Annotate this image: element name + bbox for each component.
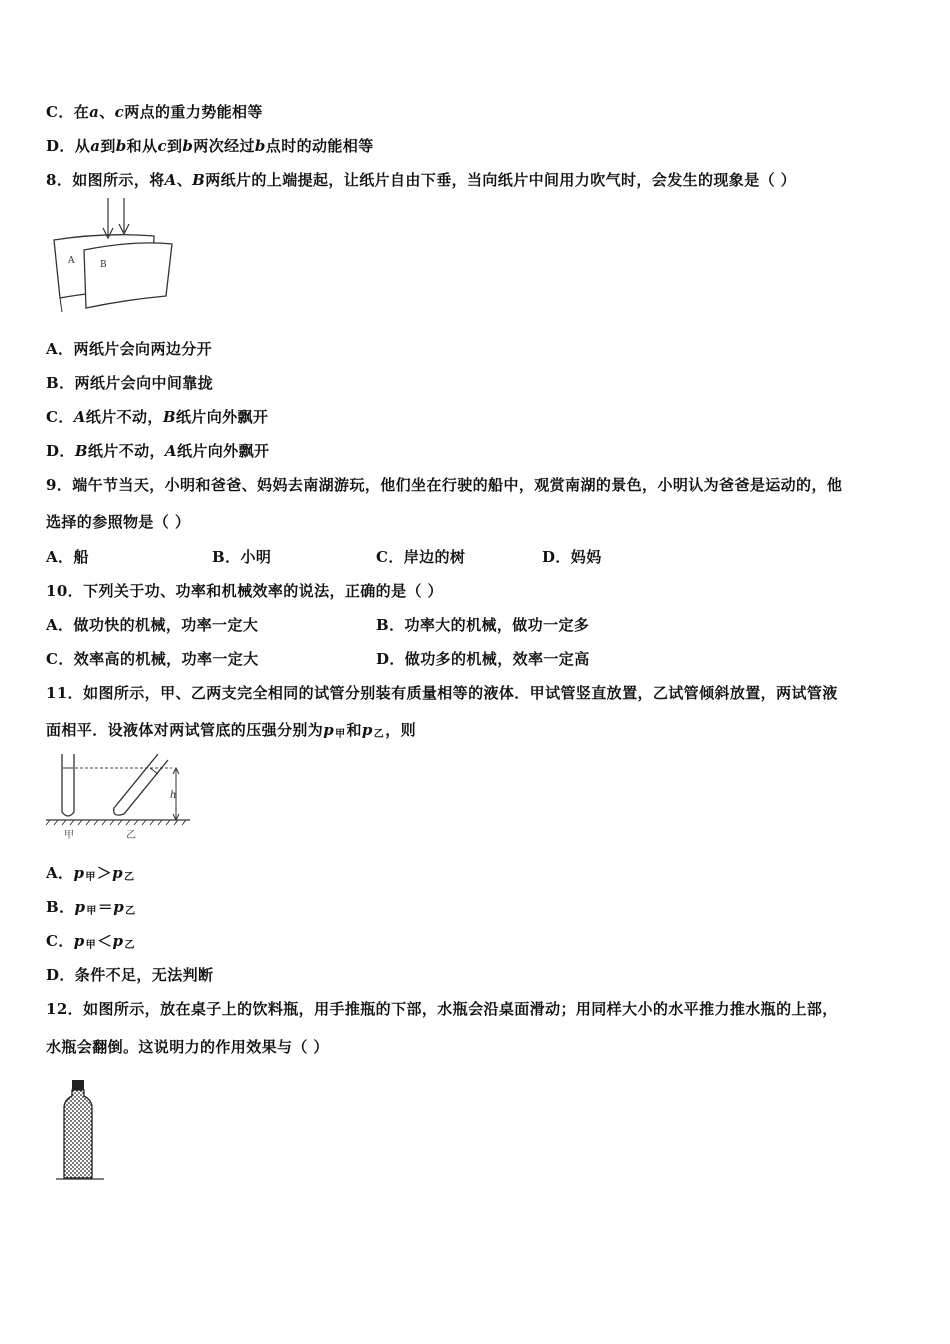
q9-option-a: A．船 [46,548,89,566]
q12-stem-line2: 水瓶会翻倒。这说明力的作用效果与（ ） [46,1038,329,1056]
q11-stem-line1: 11．如图所示，甲、乙两支完全相同的试管分别装有质量相等的液体．甲试管竖直放置，乙试管倾斜放置，两试管液 [46,684,838,702]
q10-option-a: A．做功快的机械，功率一定大 [46,616,259,634]
q10-option-c: C．效率高的机械，功率一定大 [46,650,259,668]
q8-option-b: B．两纸片会向中间靠拢 [46,374,214,392]
q9-option-c: C．岸边的树 [376,548,466,566]
q8-option-c: C．A纸片不动，B纸片向外飘开 [46,408,269,426]
q11-option-c: C．$p_甲<p_乙$ [46,932,135,951]
label-paper-b: B [100,260,107,270]
q11-option-b: B．$p_甲=p_乙$ [46,898,136,917]
q8-option-d: D．B纸片不动，A纸片向外飘开 [46,442,270,460]
label-paper-a: A [68,256,75,266]
label-h: h [170,790,177,801]
q10-stem: 10．下列关于功、功率和机械效率的说法，正确的是（ ） [46,582,443,600]
label-yi: 乙 [126,830,136,841]
paper-sheets-figure [44,196,184,318]
q8-option-a: A．两纸片会向两边分开 [46,340,213,358]
q10-option-b: B．功率大的机械，做功一定多 [376,616,590,634]
q12-stem-line1: 12．如图所示，放在桌子上的饮料瓶，用手推瓶的下部，水瓶会沿桌面滑动；用同样大小的水平推力推水瓶的上部， [46,1000,838,1018]
label-jia: 甲 [64,830,74,841]
q11-stem-line2: 面相平．设液体对两试管底的压强分别为$p_甲$和$p_乙$，则 [46,721,417,740]
q11-option-a: A．$p_甲>p_乙$ [46,864,135,883]
q11-option-d: D．条件不足，无法判断 [46,966,214,984]
q10-option-d: D．做功多的机械，效率一定高 [376,650,590,668]
q8-stem: 8．如图所示，将A、B两纸片的上端提起，让纸片自由下垂，当向纸片中间用力吹气时，会发生的现象是（ ） [46,171,797,189]
q7-option-c: C．在a、c两点的重力势能相等 [46,103,263,121]
bottle-figure [56,1078,104,1184]
test-tubes-figure [44,752,194,842]
q9-stem-line1: 9．端午节当天，小明和爸爸、妈妈去南湖游玩，他们坐在行驶的船中，观赏南湖的景色，小明认为爸爸是运动的，他 [46,476,843,494]
q7-option-d: D．从a到b和从c到b两次经过b点时的动能相等 [46,137,374,155]
q9-option-b: B．小明 [212,548,272,566]
q9-stem-line2: 选择的参照物是（ ） [46,513,191,531]
q9-option-d: D．妈妈 [542,548,602,566]
